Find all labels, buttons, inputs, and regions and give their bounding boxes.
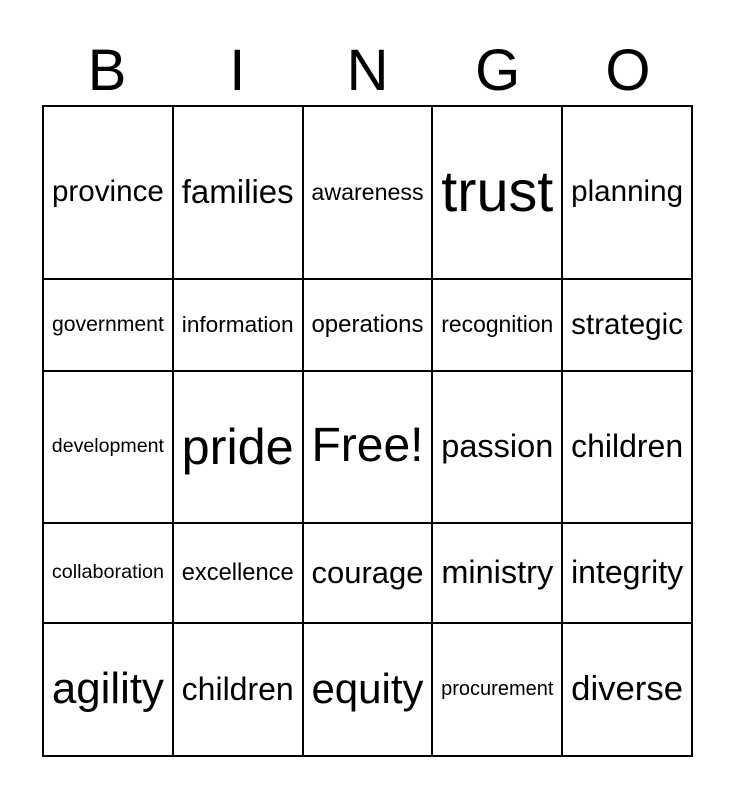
- bingo-cell[interactable]: [173, 106, 303, 279]
- bingo-cell[interactable]: [43, 523, 173, 623]
- bingo-grid: [42, 105, 693, 757]
- bingo-row: [43, 371, 692, 523]
- bingo-cell-word: recognition: [441, 311, 554, 338]
- bingo-free-space-word: Free!: [311, 419, 424, 473]
- bingo-cell[interactable]: [432, 106, 562, 279]
- bingo-cell-word: government: [51, 313, 164, 337]
- bingo-cell[interactable]: [562, 106, 692, 279]
- bingo-cell-word: courage: [311, 554, 424, 590]
- bingo-cell[interactable]: [303, 623, 433, 756]
- bingo-letter-i: I: [229, 38, 246, 103]
- bingo-cell-word: collaboration: [51, 561, 164, 584]
- bingo-cell[interactable]: [173, 623, 303, 756]
- bingo-cell[interactable]: [562, 371, 692, 523]
- bingo-cell[interactable]: [432, 623, 562, 756]
- bingo-cell[interactable]: [432, 279, 562, 371]
- bingo-cell-word: children: [571, 428, 684, 465]
- bingo-cell-word: excellence: [181, 559, 294, 586]
- bingo-cell[interactable]: [562, 523, 692, 623]
- bingo-cell-word: passion: [441, 427, 554, 464]
- bingo-cell-word: diverse: [571, 670, 683, 709]
- bingo-cell-word: information: [181, 311, 294, 337]
- bingo-cell[interactable]: [173, 371, 303, 523]
- bingo-cell-word: trust: [441, 159, 554, 224]
- bingo-cell-word: ministry: [441, 554, 554, 591]
- bingo-cell-word: awareness: [311, 178, 424, 205]
- bingo-letter-b: B: [87, 38, 127, 103]
- bingo-cell[interactable]: [43, 279, 173, 371]
- bingo-cell-word: planning: [571, 175, 684, 209]
- bingo-cell[interactable]: [43, 371, 173, 523]
- bingo-cell-word: pride: [181, 418, 294, 476]
- bingo-cell[interactable]: [303, 523, 433, 623]
- bingo-cell[interactable]: [43, 106, 173, 279]
- bingo-cell[interactable]: [432, 523, 562, 623]
- bingo-cell-free[interactable]: [303, 371, 433, 523]
- bingo-cell[interactable]: [303, 279, 433, 371]
- bingo-cell-word: strategic: [571, 307, 684, 341]
- bingo-cell-word: children: [181, 670, 294, 707]
- bingo-cell[interactable]: [43, 623, 173, 756]
- bingo-cell-word: operations: [311, 310, 424, 338]
- bingo-cell-word: procurement: [441, 678, 554, 701]
- bingo-cell-word: families: [181, 173, 294, 211]
- bingo-cell[interactable]: [303, 106, 433, 279]
- bingo-row: [43, 523, 692, 623]
- bingo-cell-word: development: [51, 435, 164, 458]
- bingo-cell[interactable]: [173, 279, 303, 371]
- bingo-cell[interactable]: [432, 371, 562, 523]
- bingo-row: [43, 279, 692, 371]
- bingo-letter-o: O: [605, 38, 651, 103]
- bingo-cell[interactable]: [173, 523, 303, 623]
- bingo-title: [42, 36, 693, 106]
- bingo-cell-word: equity: [311, 665, 424, 713]
- bingo-row: [43, 623, 692, 756]
- bingo-letter-g: G: [475, 38, 521, 103]
- bingo-row: [43, 106, 692, 279]
- bingo-cell[interactable]: [562, 279, 692, 371]
- bingo-cell-word: agility: [51, 664, 164, 714]
- bingo-cell-word: integrity: [571, 554, 684, 591]
- bingo-cell-word: province: [51, 175, 164, 209]
- bingo-cell[interactable]: [562, 623, 692, 756]
- bingo-letter-n: N: [346, 38, 389, 103]
